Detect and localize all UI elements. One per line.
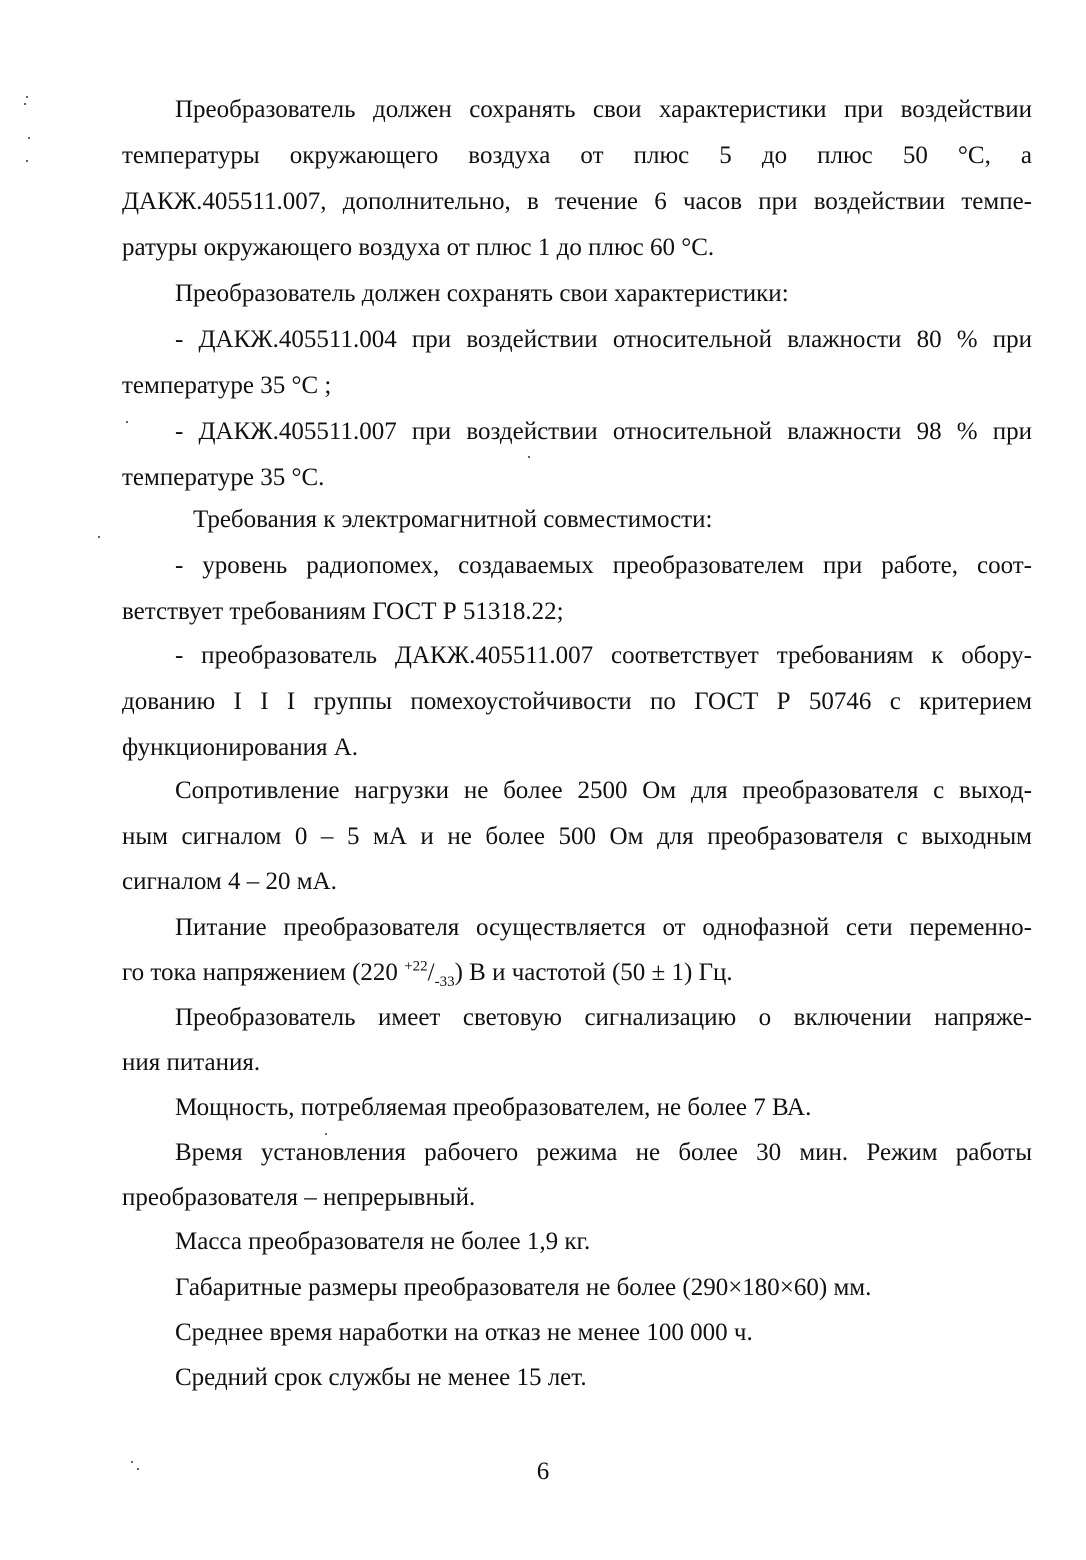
paragraph-power-supply-line-2	[122, 958, 1032, 988]
scan-speck	[131, 1461, 133, 1463]
scan-speck	[528, 456, 530, 458]
paragraph-consumption: Мощность, потребляемая преобразователем, не более 7 ВА.	[175, 1094, 812, 1121]
paragraph-indicator-line-2: ния питания.	[122, 1049, 261, 1076]
paragraph-dimensions: Габаритные размеры преобразователя не более (290×180×60) мм.	[175, 1274, 872, 1301]
list-item-emc-immunity-line-3: функционирования А.	[122, 734, 358, 761]
paragraph-temperature-line-4: ратуры окружающего воздуха от плюс 1 до плюс 60 °С.	[122, 234, 715, 261]
paragraph-temperature-line-1: Преобразователь должен сохранять свои характеристики при воздействии	[175, 96, 1032, 123]
paragraph-temperature-line-2: температуры окружающего воздуха от плюс 5 до плюс 50 °С, а	[122, 142, 1032, 169]
list-item-emc-immunity-line-2: дованию I I I группы помехоустойчивости по ГОСТ Р 50746 с критерием	[122, 688, 1032, 715]
paragraph-warmup-line-2: преобразователя – непрерывный.	[122, 1184, 476, 1211]
paragraph-humidity-intro: Преобразователь должен сохранять свои характеристики:	[175, 280, 789, 307]
list-item-humidity-007-line-1: - ДАКЖ.405511.007 при воздействии относительной влажности 98 % при	[175, 418, 1032, 445]
list-item-humidity-007-line-2: температуре 35 °С.	[122, 464, 325, 491]
paragraph-mass: Масса преобразователя не более 1,9 кг.	[175, 1228, 591, 1255]
scan-speck	[24, 103, 26, 105]
voltage-prefix: го тока напряжением (220	[122, 959, 405, 986]
voltage-tolerance-minus: -33	[434, 974, 455, 990]
paragraph-indicator-line-1: Преобразователь имеет световую сигнализацию о включении напряже-	[175, 1004, 1032, 1031]
paragraph-emc-intro: Требования к электромагнитной совместимости:	[193, 506, 713, 533]
paragraph-load-line-1: Сопротивление нагрузки не более 2500 Ом для преобразователя с выход-	[175, 777, 1032, 804]
scan-speck	[126, 421, 128, 423]
paragraph-warmup-line-1: Время установления рабочего режима не более 30 мин. Режим работы	[175, 1139, 1032, 1166]
scan-speck	[28, 137, 30, 139]
list-item-humidity-004-line-1: - ДАКЖ.405511.004 при воздействии относительной влажности 80 % при	[175, 326, 1032, 353]
page-number: 6	[536, 1458, 550, 1485]
scan-speck	[26, 160, 28, 162]
list-item-humidity-004-line-2: температуре 35 °С ;	[122, 372, 332, 399]
scan-speck	[325, 1133, 327, 1135]
scan-speck	[137, 1468, 139, 1470]
list-item-emc-radio-line-2: ветствует требованиям ГОСТ Р 51318.22;	[122, 598, 564, 625]
scan-speck	[98, 536, 100, 538]
voltage-suffix: ) В и частотой (50 ± 1) Гц.	[454, 959, 733, 986]
list-item-emc-radio-line-1: - уровень радиопомех, создаваемых преобразователем при работе, соот-	[175, 552, 1032, 579]
voltage-tolerance-plus: +22	[404, 958, 428, 975]
paragraph-load-line-2: ным сигналом 0 – 5 мА и не более 500 Ом для преобразователя с выходным	[122, 823, 1032, 850]
voltage-slash: /	[427, 959, 435, 986]
paragraph-power-supply-line-1: Питание преобразователя осуществляется от однофазной сети переменно-	[175, 914, 1032, 941]
list-item-emc-immunity-line-1: - преобразователь ДАКЖ.405511.007 соответствует требованиям к обору-	[175, 642, 1032, 669]
paragraph-mtbf: Среднее время наработки на отказ не менее 100 000 ч.	[175, 1319, 753, 1346]
paragraph-service-life: Средний срок службы не менее 15 лет.	[175, 1364, 587, 1391]
paragraph-load-line-3: сигналом 4 – 20 мА.	[122, 868, 337, 895]
scan-speck	[26, 96, 28, 98]
paragraph-temperature-line-3: ДАКЖ.405511.007, дополнительно, в течение 6 часов при воздействии темпе-	[122, 188, 1032, 215]
